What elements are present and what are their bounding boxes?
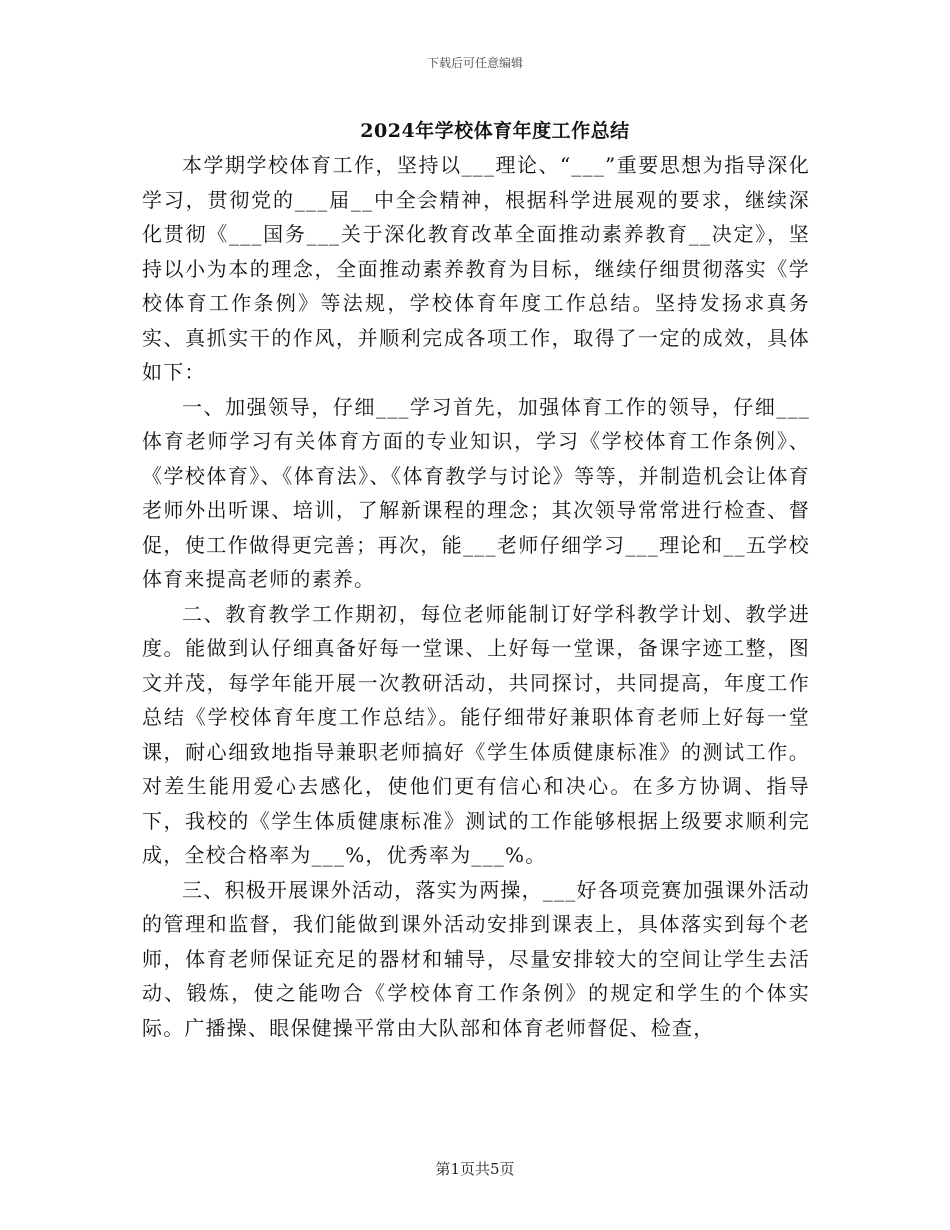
paragraph-intro: 本学期学校体育工作，坚持以___理论、“___”重要思想为指导深化学习，贯彻党的___届__中全会精神，根据科学进展观的要求，继续深化贯彻《___国务___关于深化教育改革全面推动素养教育__决定》，坚持以小为本的理念，全面推动素养教育为目标，继续仔细贯彻落实《学校体育工作条例》等法规，学校体育年度工作总结。坚持发扬求真务实、真抓实干的作风，并顺利完成各项工作，取得了一定的成效，具体如下： — [142, 153, 810, 384]
document-body — [142, 148, 810, 1045]
paragraph-section-one: 一、加强领导，仔细___学习首先，加强体育工作的领导，仔细___体育老师学习有关体育方面的专业知识，学习《学校体育工作条例》、《学校体育》、《体育法》、《体育教学与讨论》等等，并制造机会让体育老师外出听课、培训，了解新课程的理念；其次领导常常进行检查、督促，使工作做得更完善；再次，能___老师仔细学习___理论和__五学校体育来提高老师的素养。 — [142, 394, 810, 591]
paragraph-section-three: 三、积极开展课外活动，落实为两操，___好各项竞赛加强课外活动的管理和监督，我们能做到课外活动安排到课表上，具体落实到每个老师，体育老师保证充足的器材和辅导，尽量安排较大的空间让学生去活动、锻炼，使之能吻合《学校体育工作条例》的规定和学生的个体实际。广播操、眼保健操平常由大队部和体育老师督促、检查， — [142, 877, 810, 1040]
document-title: 2024年学校体育年度工作总结 — [360, 120, 630, 142]
header-note: 下载后可任意编辑 — [426, 56, 523, 70]
paragraph-section-two: 二、教育教学工作期初，每位老师能制订好学科教学计划、教学进度。能做到认仔细真备好每一堂课、上好每一堂课，备课字迹工整，图文并茂，每学年能开展一次教研活动，共同探讨，共同提高，年度工作总结《学校体育年度工作总结》。能仔细带好兼职体育老师上好每一堂课，耐心细致地指导兼职老师搞好《学生体质健康标准》的测试工作。对差生能用爱心去感化，使他们更有信心和决心。在多方协调、指导下，我校的《学生体质健康标准》测试的工作能够根据上级要求顺利完成，全校合格率为___%，优秀率为___%。 — [142, 601, 810, 867]
page-number: 第1页共5页 — [435, 1160, 515, 1178]
